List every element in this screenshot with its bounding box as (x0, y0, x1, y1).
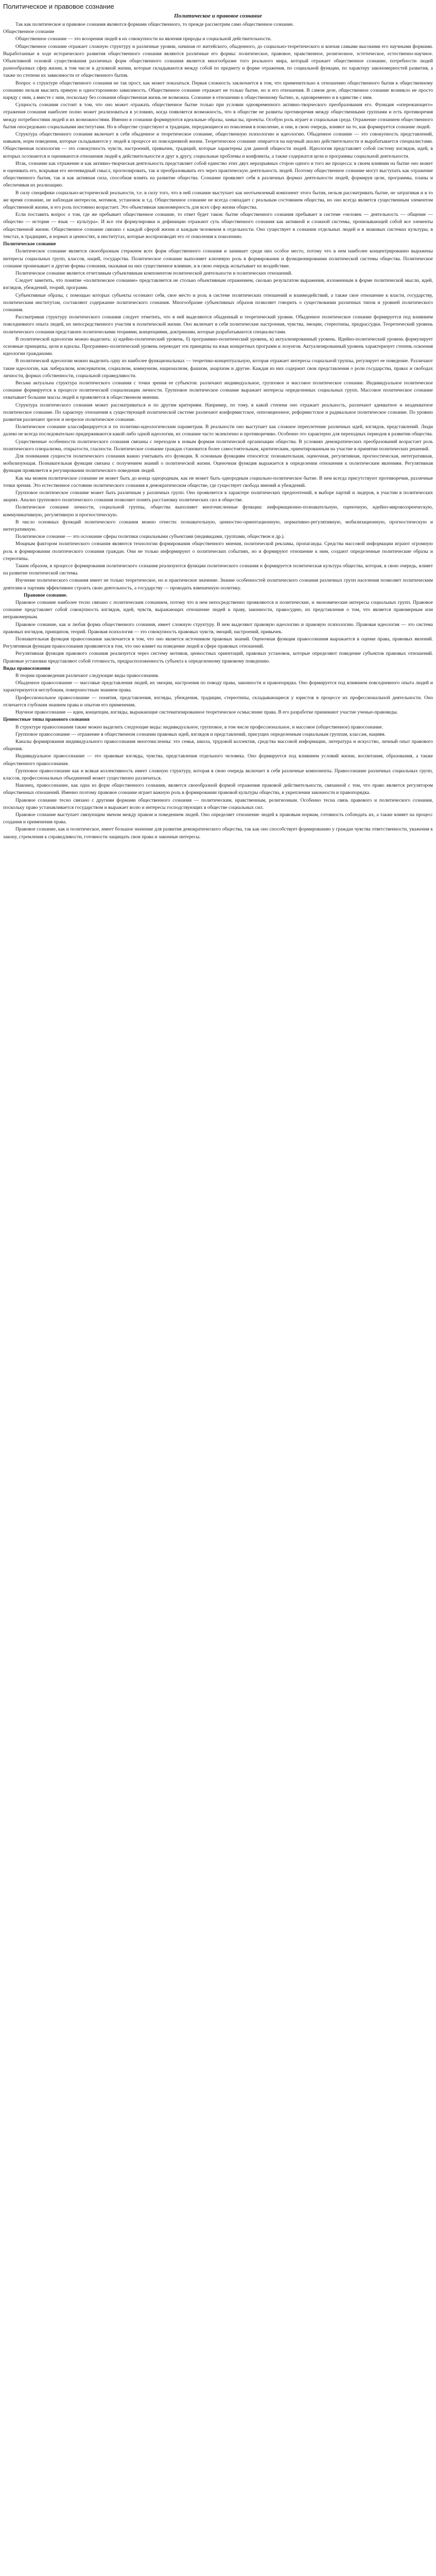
paragraph: Политическое сознание является своеобразным стержнем всех форм общественного сознания и занимает среди них особое место, потому что в нем наиболее концентрированно выражены интересы социальных групп, классов, наций, государства. Политическое сознание выполняет ключевую роль в формировании и функционировании политической системы общества. Политическое сознание пронизывает и другие формы сознания, оказывая на них существенное влияние, и в свою очередь испытывает их воздействие. (3, 248, 433, 269)
paragraph: Познавательная функция правосознания заключается в том, что оно является источником правовых знаний. Оценочная функция правосознания выражается в оценке права, правовых явлений. Регулятивная функция правосознания проявляется в том, что оно влияет на поведение людей в сфере правовых отношений. (3, 636, 433, 650)
paragraph: Так как политическое и правовое сознания являются формами общественного, то прежде рассмотрим само общественное сознание. (15, 22, 294, 27)
paragraph: Регулятивная функция правового сознания реализуется через систему мотивов, ценностных ориентаций, правовых установок, которые определяют поведение субъектов правовых отношений. Правовые установки представляют собой готовность, предрасположенность субъекта к определенному правовому поведению. (3, 651, 433, 664)
paragraph: В политической идеологии можно выделить: а) идейно-политический уровень, б) программно-политический уровень, в) актуализированный уровень. Идейно-политический уровень формулирует основные принципы, цели и идеалы. Программно-политический уровень переводит эти принципы на язык конкретных программ и лозунгов. Актуализированный уровень характеризует степень освоения идеологии гражданами. (3, 336, 433, 357)
paragraph: Структура общественного сознания включает в себя обыденное и теоретическое сознание, общественную психологию и идеологию. Обыденное сознание — это совокупность представлений, навыков, норм поведения, которые складываются у людей в процессе их повседневной жизни. Теоретическое сознание опирается на научный анализ действительности и вырабатывается специалистами. Общественная психология — это совокупность чувств, настроений, привычек, традиций, которые характерны для данной общности людей. Идеология представляет собой систему взглядов, идей, в которых осознаются и оцениваются отношения людей к действительности и друг к другу, социальные проблемы и конфликты, а также содержатся цели и программы социальной деятельности. (3, 131, 433, 159)
paragraph: Мощным фактором политического сознания являются технологии формирования общественного мнения, политической рекламы, пропаганды. Средства массовой информации играют огромную роль в формировании политического сознания граждан. Они не только информируют о политических событиях, но и формируют отношение к ним, создают определенные политические образы и стереотипы. (3, 541, 433, 562)
section-heading: Ценностные типы правового сознания (3, 717, 90, 723)
paragraph: Индивидуальное правосознание — это правовые взгляды, чувства, представления отдельного человека. Оно формируется под влиянием условий жизни, воспитания, образования, а также общественного правосознания. (3, 753, 433, 767)
paragraph: В структуре правосознания также можно выделить следующие виды: индивидуальное, групповое, в том числе профессиональное, и массовое (общественное) правосознание. (15, 724, 383, 730)
paragraph: Политическое сознание классифицируется и по политико-идеологическим параметрам. В реальности оно выступает как сложное переплетение различных идей, взглядов, представлений. Люди далеко не всегда последовательно придерживаются какой-либо одной идеологии, их сознание часто эклектично и противоречиво. Особенно это характерно для переходных периодов в развитии общества. (3, 424, 433, 437)
paragraph: Политическое сознание является отчетливым субъективным компонентом политической деятельности и политических отношений. (15, 270, 292, 276)
subsection-heading: Правовое сознание. (24, 592, 67, 598)
paragraph: Сущность сознания состоит в том, что оно может отражать общественное бытие только при условии одновременного активно-творческого преобразования его. Функция «опережающего» отражения сознания наиболее полно может реализоваться в условиях, когда появляется возможность, что в обществе не развиты противоречия между общественными группами и есть противоречия между потребностями людей и их возможностями. Именно в сознании формируются идеальные образы, замыслы, проекты. Особую роль играет и социальная среда. Отражение сознанием общественного бытия опосредовано социальными институтами. Но в обществе существуют и традиции, передающиеся из поколения в поколение, и они, в свою очередь, влияют на то, как формируется сознание людей. (3, 102, 433, 130)
paragraph: Политическое сознание личности, социальной группы, общества выполняет многочисленные функции: информационно-познавательную, оценочную, идейно-мировоззренческую, коммуникативную, регулятивную и прогностическую. (3, 504, 433, 518)
document-page (0, 0, 436, 841)
document-body (3, 21, 433, 841)
paragraph: Групповое правосознание как и всякая коллективность имеет сложную структуру, которая в свою очередь включает в себя различные компоненты. Правосознание различных социальных групп, классов, профессиональных объединений может существенно различаться. (3, 768, 433, 781)
section-title: Политическое и правовое сознание (173, 13, 263, 19)
paragraph: Весьма актуальна структура политического сознания с точки зрения ее субъектов: различают индивидуальное, групповое и массовое политическое сознание. Индивидуальное политическое сознание формируется в процессе политической социализации личности. Групповое политическое сознание выражает интересы определенных социальных групп. Массовое политическое сознание охватывает большие массы людей и проявляется в общественном мнении. (3, 380, 433, 401)
paragraph: Правовое сознание, как и любая форма общественного сознания, имеет сложную структуру. В нем выделяют правовую идеологию и правовую психологию. Правовая идеология — это система правовых взглядов, принципов, теорий. Правовая психология — это совокупность правовых чувств, эмоций, настроений, привычек. (3, 621, 433, 635)
paragraph: Правовое сознание выступает связующим звеном между правом и поведением людей. Оно определяет отношение людей к правовым нормам, готовность соблюдать их, а также влияет на процесс создания и применения права. (3, 811, 433, 825)
paragraph: В политической идеологии можно выделить одну из наиболее функциональных — теоретико-концептуальную, которая отражает интересы социальной группы, регулирует ее поведение. Различают такие идеологии, как либерализм, консерватизм, социализм, коммунизм, национализм, фашизм, анархизм и другие. Каждая из них содержит свои представления о роли государства, правах и свободах личности, формах собственности, социальной справедливости. (3, 358, 433, 379)
paragraph: Итак, сознание как отражение и как активно-творческая деятельность представляет собой единство этих двух неразрывных сторон одного и того же процесса: в своем влиянии на бытие оно может и оценивать его, вскрывая его неочевидный смысл, прогнозировать, так и преобразовывать его через практическую деятельность людей. Поэтому общественное сознание могут выступать как отражение общественного бытия, так и как активная сила, способная влиять на развитие общества. Сознание проявляет себя в различных формах деятельности людей, формируя цели, программы, планы и обеспечивая их реализацию. (3, 160, 433, 189)
paragraph: Профессиональное правосознание — понятия, представления, взгляды, убеждения, традиции, стереотипы, складывающиеся у юристов в процессе их профессиональной деятельности. Оно отличается глубоким знанием права и опытом его применения. (3, 694, 433, 708)
paragraph: Структура политического сознания может рассматриваться и по другим критериям. Например, по тому, в какой степени оно отражает реальность, различают адекватное и неадекватное политическое сознание. По характеру отношения к существующей политической системе различают конформистское, оппозиционное, реформистское и радикальное политическое сознание. По уровню развития различают зрелое и незрелое политическое сознание. (3, 402, 433, 422)
paragraph: Как мы можем политическое сознание не может быть до конца однородным, как не может быть однородным социально-политическое бытие. В нем всегда присутствуют противоречия, различные точки зрения. Это естественное состояние политического сознания в демократическом обществе, где существует свобода мнений и убеждений. (3, 475, 433, 488)
paragraph: В силу специфики социально-исторической реальности, т.е. в силу того, что в ней сознание выступает как неотъемлемый компонент этого бытия, нельзя рассматривать бытие, не затрагивая и в то же время сознание, не наблюдая интересов, мотивов, установок и т.д. Общественное сознание не всегда совпадает с реальным состоянием общества, но оно всегда является существенным элементом общественной жизни, и его роль постоянно возрастает. Это объективная закономерность для всех сфер жизни общества. (3, 190, 433, 211)
paragraph: Для понимания сущности политического сознания важно учитывать его функции. К основным функциям относятся: познавательная, оценочная, регулятивная, прогностическая, интегративная, мобилизующая. Познавательная функция связана с получением знаний о политической жизни. Оценочная функция выражается в определении отношения к политическим явлениям. Регулятивная функция проявляется в регулировании политического поведения людей. (3, 453, 433, 474)
paragraph: Каналы формирования индивидуального правосознания многочисленны: это семья, школа, трудовой коллектив, средства массовой информации, литература и искусство, личный опыт правового общения. (3, 738, 433, 752)
paragraph: Если поставить вопрос о том, где же пребывает общественное сознание, то ответ будет таков: бытие общественного сознания пребывает в системе «человек — деятельность — общение — общество — история — язык — культура». И все эти формулировки и дефиниции отражают суть общественного сознания как активной и сложной системы, пронизывающей собой все элементы общественной жизни. Общественное сознание связано с каждой сферой жизни и каждым человеком в отдельности. Оно существует в сознании отдельных людей и в знаковых системах культуры, в текстах, в традициях, в нормах и ценностях, в институтах, которые воспроизводят его от поколения к поколению. (3, 212, 433, 240)
section-heading: Политическое сознание (3, 241, 56, 247)
paragraph: Существенные особенности политического сознания связаны с переходом к новым формам политической организации общества. В условиях демократических преобразований возрастает роль политического плюрализма, открытости, гласности. Политическое сознание граждан становится более самостоятельным, критическим, ориентированным на участие в принятии политических решений. (3, 438, 433, 452)
paragraph: Вопрос о структуре общественного сознания не так прост, как может показаться. Первая сложность заключается в том, что применительно к отношению общественного бытия к общественному сознанию нельзя мыслить прямую и одностороннюю зависимость. Общественное сознание отражает не только бытие, но и его отношения. В самом деле, общественное сознание возникло не просто наряду с ним, а вместе с ним, поскольку без сознания общественная жизнь не возможна. Сознание в отношении к общественному бытию, и, одновременно и в единстве с ним. (3, 80, 433, 101)
paragraph: Правовое сознание, как и политическое, имеет большое значение для развития демократического общества, так как оно способствует формированию у граждан чувства ответственности, уважения к закону, стремления к справедливости, готовности защищать свои права и законные интересы. (3, 826, 433, 840)
paragraph: Обыденное правосознание — массовые представления людей, их эмоции, настроения по поводу права, законности и правопорядка. Оно формируется под влиянием повседневного опыта людей и характеризуется неглубоким, поверхностным знанием права. (3, 680, 433, 693)
paragraph: Групповое правосознание — отражение в общественном сознании правовых идей, взглядов и представлений, присущих определенным социальным группам, классам, нациям. (15, 731, 386, 737)
paragraph: Субъективные образы, с помощью которых субъекты осознают себя, свое место и роль в системе политических отношений и взаимодействий, а также свое отношение к власти, государству, политическим институтам, составляют содержание политического сознания. Многообразие субъективных образов позволяет говорить о существовании различных типов и уровней политического сознания. (3, 292, 433, 313)
paragraph: В число основных функций политического сознания можно отнести: познавательную, ценностно-ориентационную, нормативно-регулятивную, мобилизационную, прогностическую и интегративную. (3, 519, 433, 533)
paragraph: Таким образом, в процессе формирования политического сознания реализуются функции политического сознания и формируется политическая культура общества, которая, в свою очередь, влияет на развитие политической системы. (3, 563, 433, 577)
paragraph: Правовое сознание тесно связано с другими формами общественного сознания — политическим, нравственным, религиозным. Особенно тесна связь правового и политического сознания, поскольку право устанавливается государством и выражает волю и интересы господствующих в обществе социальных сил. (3, 797, 433, 810)
paragraph: Научное правосознание — идеи, концепции, взгляды, выражающие систематизированное теоретическое осмысление права. В его разработке принимают участие ученые-правоведы. (15, 709, 398, 716)
paragraph: Наконец, правосознание, как одна из форм общественного сознания, является своеобразной формой отражения правовой действительности, связанной с тем, что право является регулятором общественных отношений. Именно поэтому правовое сознание играет важную роль в формировании правовой культуры общества, в укреплении законности и правопорядка. (3, 783, 433, 796)
plain-line: Общественное сознание (3, 29, 55, 35)
paragraph: Рассматривая структуру политического сознания следует отметить, что в ней выделяются обыденный и теоретический уровни. Обыденное политическое сознание формируется под влиянием повседневного опыта людей, их непосредственного участия в политической жизни. Оно включает в себя политические настроения, чувства, эмоции, стереотипы, предрассудки. Теоретический уровень политического сознания представлен политическими теориями, концепциями, доктринами, которые разрабатываются специалистами. (3, 314, 433, 335)
paragraph: Политическое сознание — это осознание сферы политики социальными субъектами (индивидами, группами, обществом и др.). (15, 534, 285, 540)
paragraph: Групповое политическое сознание может быть различным у различных групп. Оно проявляется в характере политических предпочтений, в выборе партий и лидеров, в участии в политических акциях. Анализ группового политического сознания позволяет понять расстановку политических сил в обществе. (3, 490, 433, 503)
section-heading: Виды правосознания (3, 665, 50, 671)
paragraph: Изучение политического сознания имеет не только теоретическое, но и практическое значение. Знание особенностей политического сознания различных групп населения позволяет политическим деятелям и партиям эффективнее строить свою деятельность, а государству — проводить взвешенную политику. (3, 578, 433, 591)
paragraph: Правовое сознание наиболее тесно связано с политическим сознанием, потому что в нем непосредственно проявляются и политические, и экономические интересы социальных групп. Правовое сознание представляет собой совокупность взглядов, идей, чувств, выражающих отношение людей к праву, законности, правосудию, их представления о том, что является правомерным или неправомерным. (3, 600, 433, 620)
paragraph: В теории правоведения различают следующие виды правосознания. (15, 673, 159, 679)
document-title: Политическое и правовое сознание (3, 3, 114, 10)
paragraph: Общественное сознание отражает сложную структуру и различные уровни, начиная от житейского, обыденного, до социально-теоретического и кончая самыми высокими его научными формами. Выработанные в ходе исторического развития общественного сознания являются различные его формы: политическое, правовое, нравственное, религиозное, эстетическое, естественно-научное. Объективной основой существования различных форм общественного сознания является многообразие того реального мира, который отражает общественное сознание, потребности людей разнообразных сфер жизни, в том числе в духовной жизни, которые складываются между собой по предмету и форме отражения, по социальной функции, по характеру закономерностей развития, а также по степени их зависимости от общественного бытия. (3, 43, 433, 79)
paragraph: Следует заметить, что понятие «политическое сознание» представляется не столько объективным отражением, сколько результатом выражения, изложенным в форме политической мысли, идей, взглядов, убеждений, теорий, программ. (3, 278, 433, 291)
paragraph: Общественное сознание — это воззрения людей в их совокупности на явления природы и социальной действительности. (15, 36, 272, 42)
